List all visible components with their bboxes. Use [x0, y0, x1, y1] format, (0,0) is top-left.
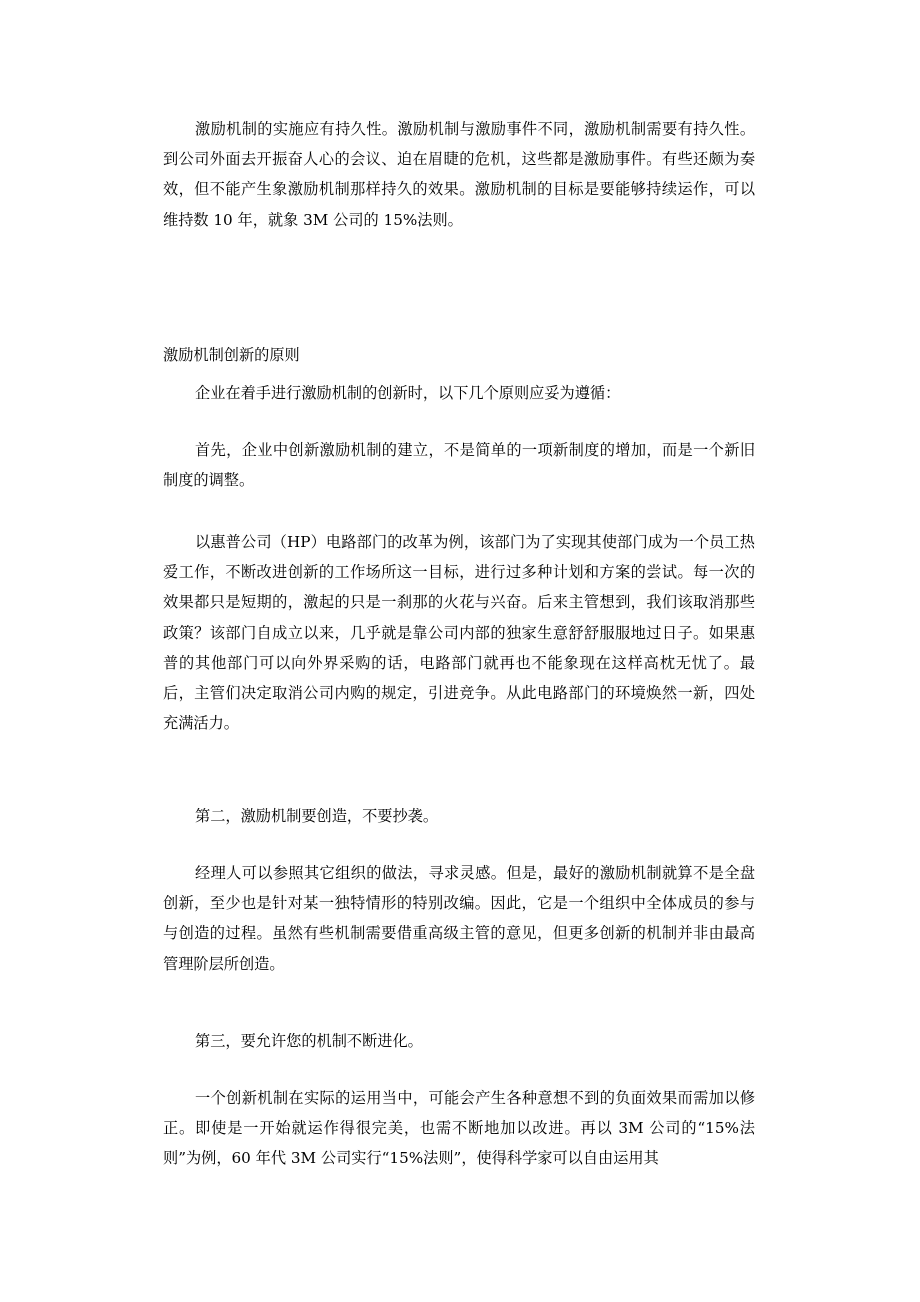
section-heading: 激励机制创新的原则 — [163, 346, 300, 364]
paragraph-principle-second: 第二，激励机制要创造，不要抄袭。 — [195, 807, 438, 825]
paragraph-managers-inspiration: 经理人可以参照其它组织的做法，寻求灵感。但是，最好的激励机制就算不是全盘创新，至少也是针对某一独特情形的特别改编。因此，它是一个组织中全体成员的参与与创造的过程。虽然有些机制需要借重高级主管的意见，但更多创新的机制并非由最高管理阶层所创造。 — [163, 864, 755, 973]
paragraph-hp-example: 以惠普公司（HP）电路部门的改革为例，该部门为了实现其使部门成为一个员工热爱工作，不断改进创新的工作场所这一目标，进行过多种计划和方案的尝试。每一次的效果都只是短期的，激起的只是一刹那的火花与兴奋。后来主管想到，我们该取消那些政策？该部门自成立以来，几乎就是靠公司内部的独家生意舒舒服服地过日子。如果惠普的其他部门可以向外界采购的话，电路部门就再也不能象现在这样高枕无忧了。最后，主管们决定取消公司内购的规定，引进竞争。从此电路部门的环境焕然一新，四处充满活力。 — [163, 533, 755, 733]
paragraph-principles-intro: 企业在着手进行激励机制的创新时，以下几个原则应妥为遵循： — [195, 384, 621, 402]
paragraph-principle-third: 第三，要允许您的机制不断进化。 — [195, 1032, 423, 1050]
paragraph-principle-first: 首先，企业中创新激励机制的建立，不是简单的一项新制度的增加，而是一个新旧制度的调整。 — [163, 441, 755, 490]
paragraph-3m-example: 一个创新机制在实际的运用当中，可能会产生各种意想不到的负面效果而需加以修正。即使是一开始就运作得很完美，也需不断地加以改进。再以 3M 公司的“15%法则”为例，60 年代 3M 公司实行“15%法则”，使得科学家可以自由运用其 — [163, 1089, 755, 1168]
paragraph-persistence: 激励机制的实施应有持久性。激励机制与激励事件不同，激励机制需要有持久性。到公司外面去开振奋人心的会议、迫在眉睫的危机，这些都是激励事件。有些还颇为奏效，但不能产生象激励机制那样持久的效果。激励机制的目标是要能够持续运作，可以维持数 10 年，就象 3M 公司的 15%法则。 — [163, 120, 755, 229]
